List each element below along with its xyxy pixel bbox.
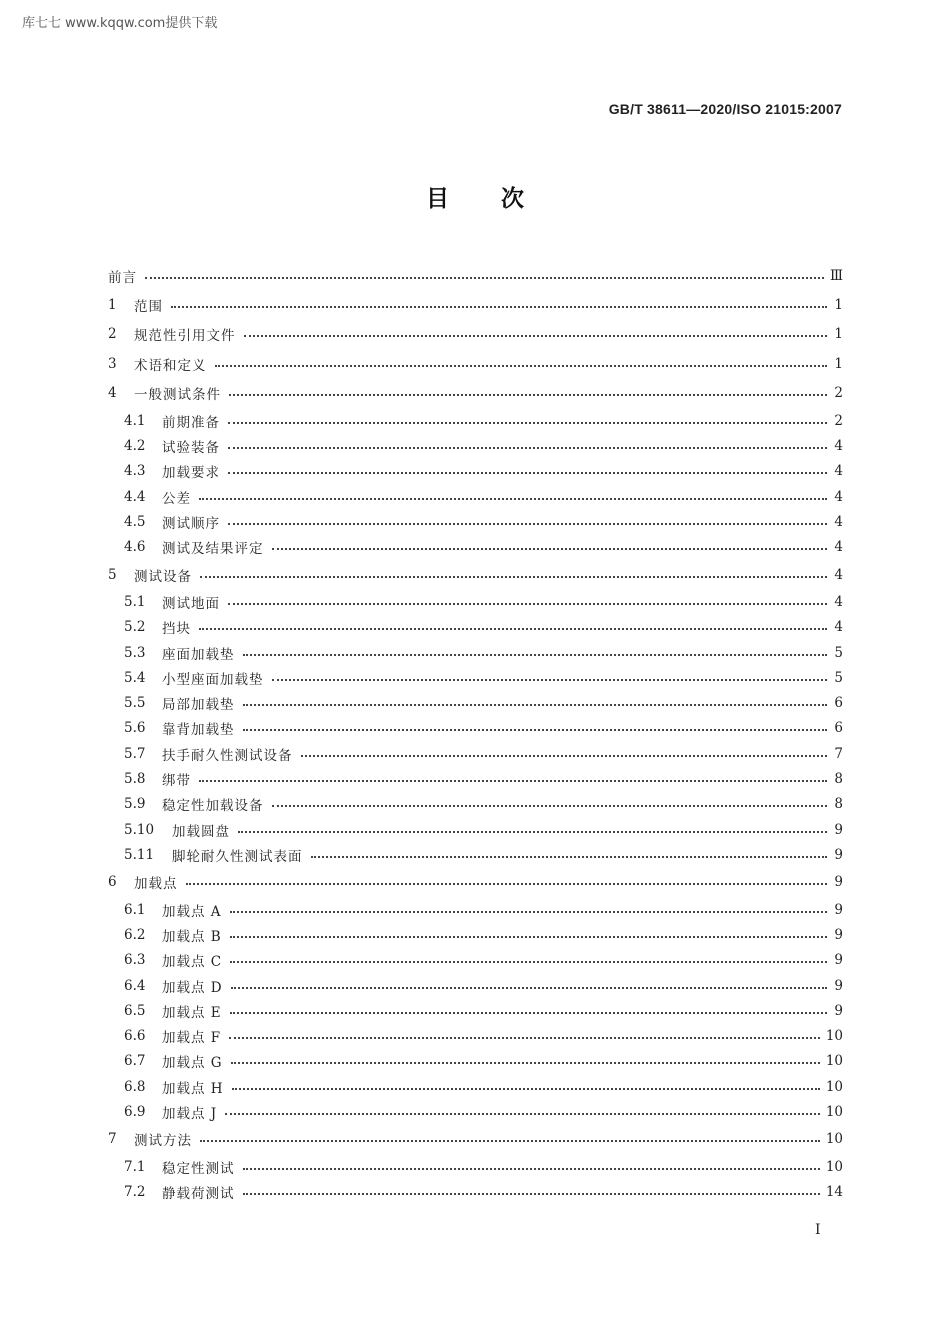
toc-entry[interactable]: [108, 1154, 843, 1179]
toc-entry[interactable]: [108, 766, 843, 791]
toc-leader-dots: [243, 654, 828, 656]
toc-entry-label: 挡块: [162, 621, 191, 638]
toc-entry[interactable]: [108, 817, 843, 842]
toc-entry-number: 5.7: [124, 745, 146, 762]
toc-entry[interactable]: [108, 998, 843, 1023]
toc-entry-number: 6.4: [124, 977, 146, 994]
toc-entry-label: 绑带: [162, 773, 191, 789]
toc-entry[interactable]: [108, 842, 843, 867]
toc-entry-page: 8: [834, 796, 843, 813]
toc-entry-page: 9: [834, 952, 843, 969]
toc-entry-number: 1: [108, 296, 117, 313]
toc-leader-dots: [272, 679, 828, 681]
toc-entry[interactable]: [108, 948, 843, 973]
toc-entry-page: 4: [834, 593, 843, 610]
toc-entry-page: 1: [834, 296, 843, 313]
toc-leader-dots: [199, 780, 827, 782]
toc-leader-dots: [215, 365, 828, 367]
toc-entry-page: 14: [825, 1184, 843, 1201]
toc-entry-label: 范围: [134, 298, 163, 315]
toc-entry-number: 7.2: [124, 1184, 146, 1201]
toc-entry-label: 试验装备: [162, 439, 220, 456]
toc-leader-dots: [232, 1088, 820, 1090]
toc-entry-number: 6: [108, 874, 117, 891]
toc-entry-number: 4.1: [124, 412, 146, 429]
toc-entry-page: 6: [834, 720, 843, 737]
toc-entry[interactable]: [108, 615, 843, 640]
toc-entry-page: 1: [834, 326, 843, 343]
toc-entry-page: 9: [834, 926, 843, 943]
toc-leader-dots: [199, 498, 827, 500]
toc-entry-number: 5.11: [124, 846, 155, 863]
toc-entry-number: 5.4: [124, 669, 146, 686]
toc-leader-dots: [272, 805, 828, 807]
toc-entry-label: 加载点 F: [162, 1030, 222, 1047]
toc-entry-page: 4: [834, 463, 843, 480]
toc-entry-label: 公差: [162, 490, 191, 507]
toc-entry-page: 5: [834, 644, 843, 661]
toc-entry-page: 4: [834, 566, 843, 583]
toc-entry-page: 1: [834, 355, 843, 372]
toc-entry-label: 测试及结果评定: [162, 541, 264, 558]
toc-leader-dots: [243, 729, 828, 731]
toc-entry-page: 9: [834, 874, 843, 891]
toc-entry-number: 6.2: [124, 926, 146, 943]
toc-entry-page: 10: [825, 1078, 843, 1095]
toc-leader-dots: [200, 1140, 820, 1142]
toc-leader-dots: [228, 523, 827, 525]
toc-entry-label: 规范性引用文件: [134, 328, 236, 345]
toc-entry[interactable]: [108, 973, 843, 998]
toc-entry[interactable]: [108, 922, 843, 947]
toc-leader-dots: [230, 1012, 827, 1014]
toc-entry-number: 6.9: [124, 1104, 146, 1121]
toc-entry[interactable]: [108, 484, 843, 509]
toc-entry-label: 座面加载垫: [162, 646, 235, 663]
toc-leader-dots: [231, 1062, 820, 1064]
toc-leader-dots: [243, 1168, 820, 1170]
toc-entry-label: 加载点 E: [162, 1004, 222, 1021]
toc-entry[interactable]: [108, 509, 843, 534]
toc-entry-number: 7.1: [124, 1158, 146, 1175]
toc-entry-page: 10: [825, 1028, 843, 1045]
toc-entry[interactable]: [108, 792, 843, 817]
toc-entry-number: 4.5: [124, 513, 146, 530]
toc-leader-dots: [229, 1037, 820, 1039]
toc-entry-label: 加载点 A: [162, 903, 222, 920]
toc-entry[interactable]: [108, 262, 843, 290]
toc-leader-dots: [230, 911, 827, 913]
toc-entry[interactable]: [108, 1125, 843, 1155]
toc-entry-number: 5.9: [124, 796, 146, 813]
toc-entry-label: 稳定性加载设备: [162, 798, 264, 815]
table-of-contents: [108, 262, 843, 1205]
toc-leader-dots: [244, 335, 828, 337]
toc-leader-dots: [229, 394, 827, 396]
toc-entry-label: 局部加载垫: [162, 697, 235, 714]
toc-entry[interactable]: [108, 1180, 843, 1205]
toc-entry-number: 3: [108, 355, 117, 372]
toc-entry-label: 静载荷测试: [162, 1186, 235, 1203]
toc-entry[interactable]: [108, 433, 843, 458]
page-title: 目 次: [425, 186, 524, 212]
toc-entry-number: 4: [108, 385, 117, 402]
toc-entry-label: 加载点 J: [162, 1106, 218, 1123]
toc-entry-page: 10: [825, 1104, 843, 1121]
toc-entry-page: 10: [825, 1158, 843, 1175]
toc-entry[interactable]: [108, 379, 843, 409]
toc-entry[interactable]: [108, 640, 843, 665]
toc-leader-dots: [230, 961, 827, 963]
toc-leader-dots: [311, 856, 828, 858]
toc-leader-dots: [272, 548, 828, 550]
toc-entry-label: 小型座面加载垫: [162, 671, 264, 688]
toc-entry-number: 4.2: [124, 437, 146, 454]
toc-leader-dots: [228, 603, 827, 605]
toc-entry[interactable]: [108, 290, 843, 320]
toc-entry[interactable]: [108, 1024, 843, 1049]
toc-leader-dots: [301, 755, 828, 757]
toc-entry-number: 4.3: [124, 463, 146, 480]
toc-entry-label: 一般测试条件: [134, 387, 221, 404]
toc-entry-label: 测试方法: [134, 1133, 192, 1150]
toc-entry-label: 加载点 C: [162, 954, 223, 971]
toc-entry-label: 测试设备: [134, 568, 192, 585]
toc-entry-label: 稳定性测试: [162, 1160, 235, 1177]
toc-entry[interactable]: [108, 868, 843, 898]
toc-entry-number: 6.5: [124, 1002, 146, 1019]
toc-entry-number: 7: [108, 1131, 117, 1148]
toc-leader-dots: [243, 704, 828, 706]
toc-entry-label: 加载要求: [162, 465, 220, 482]
toc-leader-dots: [186, 883, 828, 885]
toc-entry-page: 6: [834, 695, 843, 712]
toc-entry-label: 前期准备: [162, 414, 220, 431]
toc-entry-page: 5: [834, 669, 843, 686]
toc-leader-dots: [238, 831, 827, 833]
toc-entry[interactable]: [108, 560, 843, 590]
toc-entry-number: 5: [108, 566, 117, 583]
toc-entry-label: 测试地面: [162, 595, 220, 612]
toc-entry-page: 9: [834, 977, 843, 994]
toc-leader-dots: [225, 1113, 820, 1115]
toc-entry-page: 10: [825, 1131, 843, 1148]
toc-leader-dots: [200, 576, 827, 578]
toc-entry-label: 前言: [108, 270, 137, 286]
toc-entry[interactable]: [108, 1074, 843, 1099]
toc-entry[interactable]: [108, 716, 843, 741]
toc-entry[interactable]: [108, 589, 843, 614]
toc-entry-number: 6.3: [124, 952, 146, 969]
toc-leader-dots: [228, 472, 827, 474]
toc-entry-number: 4.6: [124, 539, 146, 556]
toc-entry-label: 术语和定义: [134, 357, 207, 374]
toc-entry-page: Ⅲ: [829, 268, 843, 284]
toc-entry-number: 5.3: [124, 644, 146, 661]
toc-entry[interactable]: [108, 534, 843, 559]
toc-entry-label: 加载点 D: [162, 979, 223, 996]
toc-entry-label: 加载点 B: [162, 928, 222, 945]
toc-entry-number: 6.1: [124, 901, 146, 918]
toc-entry[interactable]: [108, 897, 843, 922]
toc-entry-number: 6.6: [124, 1028, 146, 1045]
toc-entry-page: 9: [834, 1002, 843, 1019]
toc-entry[interactable]: [108, 665, 843, 690]
toc-entry-number: 5.5: [124, 695, 146, 712]
toc-entry-label: 扶手耐久性测试设备: [162, 747, 293, 764]
toc-entry-label: 测试顺序: [162, 515, 220, 532]
toc-leader-dots: [145, 277, 824, 279]
toc-entry-page: 9: [834, 901, 843, 918]
toc-entry-number: 5.2: [124, 619, 146, 636]
toc-entry[interactable]: [108, 690, 843, 715]
toc-entry-number: 6.8: [124, 1078, 146, 1095]
toc-entry-label: 加载圆盘: [172, 823, 230, 840]
toc-entry[interactable]: [108, 1099, 843, 1124]
toc-leader-dots: [230, 936, 827, 938]
toc-entry-page: 8: [834, 771, 843, 787]
toc-entry-label: 加载点: [134, 876, 178, 893]
toc-leader-dots: [199, 628, 827, 630]
toc-leader-dots: [231, 987, 827, 989]
toc-entry-page: 10: [825, 1053, 843, 1070]
toc-entry-number: 5.6: [124, 720, 146, 737]
toc-entry-page: 4: [834, 437, 843, 454]
toc-entry-number: 6.7: [124, 1053, 146, 1070]
toc-entry-label: 靠背加载垫: [162, 722, 235, 739]
toc-leader-dots: [228, 447, 827, 449]
toc-entry-page: 4: [834, 539, 843, 556]
toc-entry-label: 加载点 G: [162, 1055, 223, 1072]
toc-leader-dots: [228, 422, 827, 424]
toc-entry-page: 9: [834, 821, 843, 838]
toc-entry[interactable]: [108, 408, 843, 433]
toc-entry-page: 9: [834, 846, 843, 863]
toc-entry[interactable]: [108, 349, 843, 379]
toc-entry-page: 4: [834, 513, 843, 530]
toc-entry-page: 2: [834, 385, 843, 402]
toc-entry[interactable]: [108, 320, 843, 350]
toc-entry-number: 5.10: [124, 821, 155, 838]
toc-entry-page: 4: [834, 488, 843, 505]
toc-entry-label: 加载点 H: [162, 1080, 224, 1097]
toc-entry-page: 2: [834, 412, 843, 429]
toc-leader-dots: [171, 306, 827, 308]
toc-leader-dots: [243, 1193, 820, 1195]
toc-entry-number: 5.8: [124, 771, 146, 787]
toc-entry[interactable]: [108, 459, 843, 484]
toc-entry-number: 2: [108, 326, 117, 343]
watermark-text: 库七七 www.kqqw.com提供下载: [22, 16, 218, 31]
toc-entry-number: 4.4: [124, 488, 146, 505]
footer-page-number: I: [815, 1222, 821, 1238]
toc-entry-page: 4: [834, 619, 843, 636]
toc-entry[interactable]: [108, 1049, 843, 1074]
toc-entry-label: 脚轮耐久性测试表面: [172, 848, 303, 865]
toc-entry-page: 7: [834, 745, 843, 762]
toc-entry-number: 5.1: [124, 593, 146, 610]
toc-entry[interactable]: [108, 741, 843, 766]
standard-number: GB/T 38611—2020/ISO 21015:2007: [608, 101, 842, 117]
